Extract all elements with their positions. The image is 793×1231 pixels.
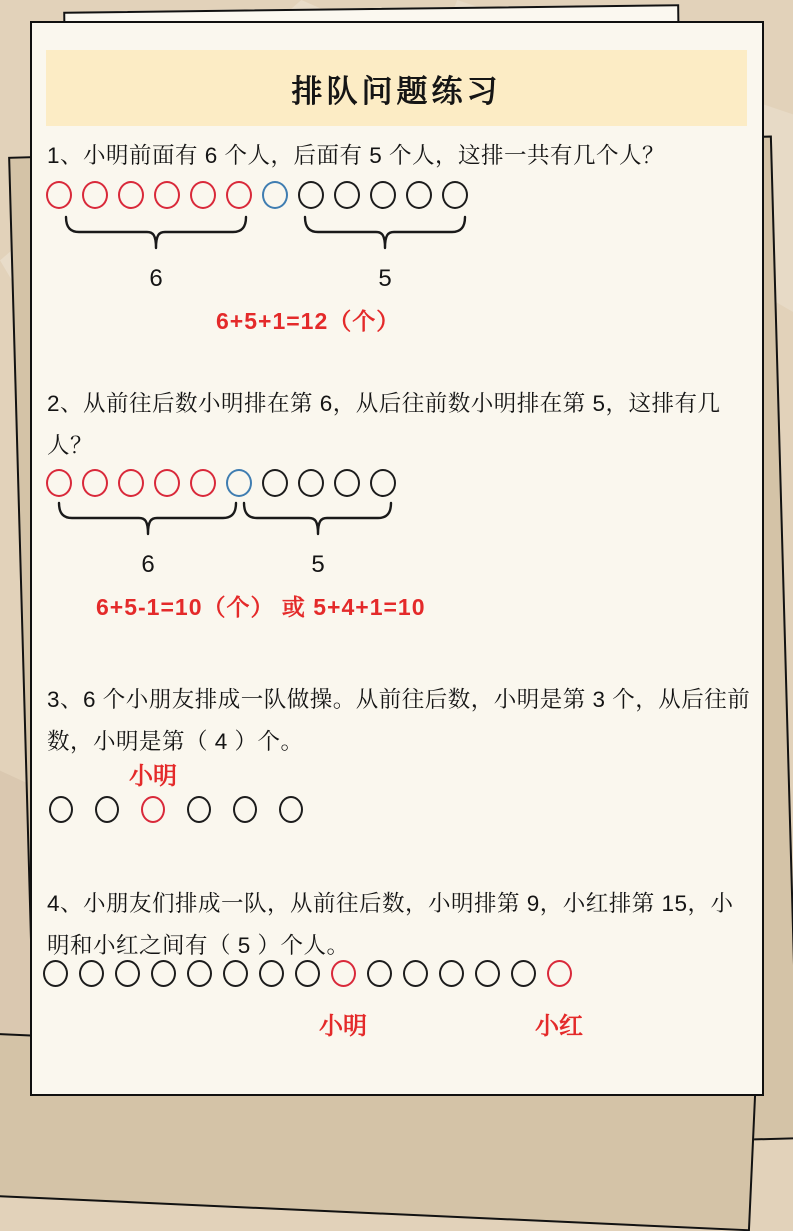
black-person-circle bbox=[439, 960, 464, 987]
red-person-circle bbox=[331, 960, 356, 987]
problem-4-text: 4、小朋友们排成一队，从前往后数，小明排第 9，小红排第 15，小明和小红之间有（ 5 ）个人。 bbox=[47, 891, 734, 958]
problem-1-answer: 6+5+1=12（个） bbox=[216, 308, 401, 334]
red-person-circle bbox=[46, 181, 72, 209]
problem-2-brace-count-front: 6 bbox=[141, 551, 155, 578]
underbrace-left bbox=[66, 217, 246, 248]
red-person-circle bbox=[190, 181, 216, 209]
blue-person-circle bbox=[262, 181, 288, 209]
problem-2-text: 2、从前往后数小明排在第 6，从后往前数小明排在第 5，这排有几人？ bbox=[47, 391, 721, 458]
problem-2-answer: 6+5-1=10（个） 或 5+4+1=10 bbox=[96, 594, 426, 620]
red-person-circle bbox=[141, 796, 165, 823]
black-person-circle bbox=[295, 960, 320, 987]
black-person-circle bbox=[334, 469, 360, 497]
black-person-circle bbox=[151, 960, 176, 987]
problem-1-brace-count-back: 5 bbox=[378, 265, 392, 292]
red-person-circle bbox=[190, 469, 216, 497]
black-person-circle bbox=[233, 796, 257, 823]
black-person-circle bbox=[262, 469, 288, 497]
title-banner bbox=[46, 50, 747, 126]
black-person-circle bbox=[223, 960, 248, 987]
black-person-circle bbox=[406, 181, 432, 209]
black-person-circle bbox=[49, 796, 73, 823]
black-person-circle bbox=[187, 796, 211, 823]
problem-1-brace-count-front: 6 bbox=[149, 265, 163, 292]
red-person-circle bbox=[82, 469, 108, 497]
problem-1-circle-row bbox=[46, 181, 468, 209]
page-title: 排队问题练习 bbox=[291, 73, 502, 109]
black-person-circle bbox=[187, 960, 212, 987]
problem-1-text: 1、小明前面有 6 个人，后面有 5 个人，这排一共有几个人？ bbox=[47, 143, 666, 168]
underbrace-right bbox=[305, 217, 465, 248]
underbrace-right bbox=[244, 503, 391, 534]
black-person-circle bbox=[403, 960, 428, 987]
black-person-circle bbox=[511, 960, 536, 987]
black-person-circle bbox=[259, 960, 284, 987]
red-person-circle bbox=[547, 960, 572, 987]
red-person-circle bbox=[46, 469, 72, 497]
black-person-circle bbox=[115, 960, 140, 987]
worksheet-card bbox=[30, 21, 764, 1096]
problem-2-brace-count-back: 5 bbox=[311, 551, 325, 578]
problem-2-braces bbox=[32, 501, 760, 545]
black-person-circle bbox=[95, 796, 119, 823]
black-person-circle bbox=[43, 960, 68, 987]
underbrace-left bbox=[59, 503, 236, 534]
problem-3-xiaoming-label: 小明 bbox=[129, 763, 177, 790]
black-person-circle bbox=[334, 181, 360, 209]
black-person-circle bbox=[370, 181, 396, 209]
red-person-circle bbox=[118, 469, 144, 497]
red-person-circle bbox=[118, 181, 144, 209]
problem-1-braces bbox=[32, 215, 760, 259]
black-person-circle bbox=[442, 181, 468, 209]
black-person-circle bbox=[367, 960, 392, 987]
problem-4-circle-row bbox=[43, 960, 572, 987]
black-person-circle bbox=[370, 469, 396, 497]
problem-3-text: 3、6 个小朋友排成一队做操。从前往后数，小明是第 3 个，从后往前数，小明是第（ 4 ）个。 bbox=[47, 687, 751, 754]
black-person-circle bbox=[298, 469, 324, 497]
black-person-circle bbox=[298, 181, 324, 209]
black-person-circle bbox=[79, 960, 104, 987]
black-person-circle bbox=[279, 796, 303, 823]
problem-2-circle-row bbox=[46, 469, 396, 497]
problem-4-xiaohong-label: 小红 bbox=[535, 1013, 583, 1040]
red-person-circle bbox=[226, 181, 252, 209]
problem-3-circle-row bbox=[49, 796, 303, 823]
red-person-circle bbox=[82, 181, 108, 209]
problem-4-xiaoming-label: 小明 bbox=[319, 1013, 367, 1040]
black-person-circle bbox=[475, 960, 500, 987]
blue-person-circle bbox=[226, 469, 252, 497]
red-person-circle bbox=[154, 181, 180, 209]
red-person-circle bbox=[154, 469, 180, 497]
